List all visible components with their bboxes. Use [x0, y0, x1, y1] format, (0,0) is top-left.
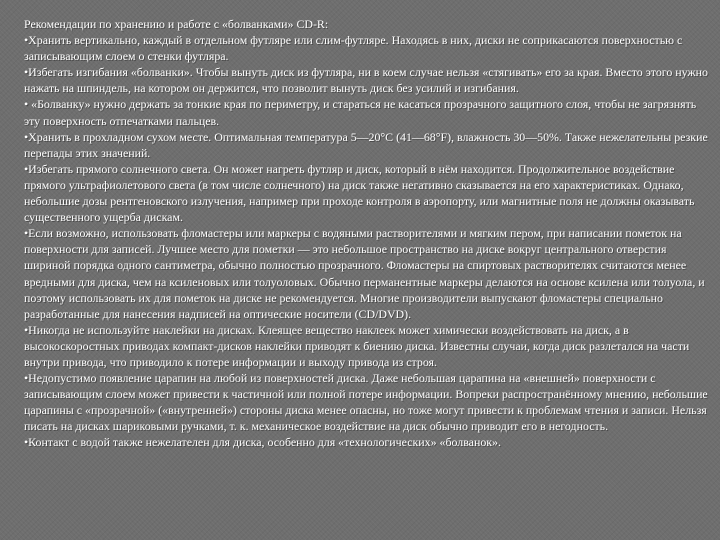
bullet-vertical-storage: •Хранить вертикально, каждый в отдельном футляре или слим-футляре. Находясь в них, диски не соприкасаются поверхностью с записывающим слоем о стенки футляра. — [24, 33, 683, 64]
bullet-water-contact: •Контакт с водой также нежелателен для диска, особенно для «технологических» «болванок». — [24, 435, 501, 450]
bullet-avoid-bending: •Избегать изгибания «болванки». Чтобы вынуть диск из футляра, ни в коем случае нельзя «стягивать» его за края. Вместо этого нужно нажать на шпиндель, на котором он держится, что позволит вынуть диск без усилий и изгибания. — [24, 65, 708, 96]
bullet-cool-dry-storage: •Хранить в прохладном сухом месте. Оптимальная температура 5—20°C (41—68°F), влажность 30—50%. Также нежелательны резкие перепады этих значений. — [24, 129, 708, 160]
slide-heading: Рекомендации по хранению и работе с «болванками» CD-R: — [24, 17, 329, 31]
bullet-scratches: •Недопустимо появление царапин на любой из поверхностей диска. Даже небольшая царапина на «внешней» поверхности с записывающим слоем может привести к частичной или полной потере информации. Вопреки распространённому мнению, небольшие царапины с «прозрачной» («внутренней») стороны диска менее опасны, но тоже могут привести к проблемам чтения и записи. Нельзя писать на дисках шариковыми ручками, т. к. механическое воздействие на диск обычно приводит его в негодность. — [24, 371, 708, 434]
bullet-avoid-sunlight: •Избегать прямого солнечного света. Он может нагреть футляр и диск, который в нём находится. Продолжительное воздействие прямого ультрафиолетового света (в том числе солнечного) на диск также негативно сказывается на его характеристиках. Однако, небольшие дозы рентгеновского излучения, например при проходе контроля в аэропорту, или магнитные поля не должны оказывать существенного ущерба дискам. — [24, 161, 695, 225]
slide-text-body — [24, 16, 714, 451]
bullet-markers: •Если возможно, использовать фломастеры или маркеры с водяными растворителями и мягким пером, при написании пометок на поверхности для записей. Лучшее место для пометки — это небольшое пространство на диске вокруг центрального отверстия шириной порядка одного сантиметра, обычно полностью прозрачного. Фломастеры на спиртовых растворителях считаются менее вредными для диска, чем на ксиленовых или толуоловых. Обычно перманентные маркеры делаются на основе ксилена или толуола, и поэтому использовать их для пометок на диске не рекомендуется. Многие производители выпускают фломастеры специально разработанные для нанесения надписей на оптические носители (CD/DVD). — [24, 226, 705, 321]
bullet-hold-by-edges: • «Болванку» нужно держать за тонкие края по периметру, и стараться не касаться прозрачного защитного слоя, чтобы не загрязнять эту поверхность отпечатками пальцев. — [24, 97, 697, 128]
bullet-no-stickers: •Никогда не используйте наклейки на дисках. Клеящее вещество наклеек может химически воздействовать на диск, а в высокоскоростных приводах компакт-дисков наклейки приводят к биению диска. Известны случаи, когда диск разлетался на части внутри привода, что приводило к потере информации и выходу привода из строя. — [24, 322, 690, 369]
